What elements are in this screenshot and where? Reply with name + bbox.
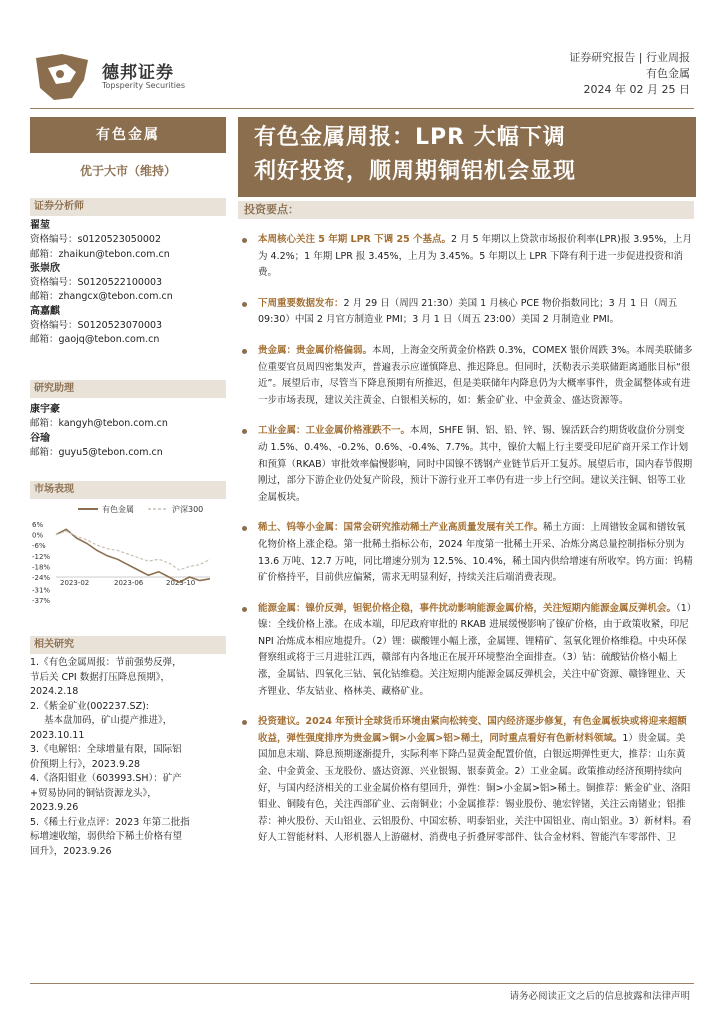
footer-divider [30, 983, 694, 984]
title-line-1: 有色金属周报：LPR 大幅下调 [254, 125, 566, 150]
header-meta [569, 50, 690, 98]
related-section-head: 相关研究 [30, 636, 226, 654]
key-point: 投资建议。2024 年预计全球货币环境由紧向松转变、国内经济逐步修复，有色金属板块或将迎来超额收益，弹性强度排序为贵金属>铜>小金属>铝>稀土，同时重点看好有色新材料领域。1）贵金属。美国加息末端、降息预期逐渐提升，实际利率下降凸显黄金配置价值，白银远期弹性更大，推荐：山东黄金、中金黄金、玉龙股份、盛达资源、兴业银锡、银泰黄金。2）工业金属。政策推动经济预期持续向好，与国内经济相关的工业金属价格有望回升，弹性：铜>小金属>铝>稀土。铜推荐：紫金矿业、洛阳钼业、铜陵有色，关注西部矿业、云南铜业；小金属推荐：锡业股份、驰宏锌锗，关注云南锗业；铝推荐：神火股份、天山铝业、云铝股份、中国宏桥、明泰铝业，关注中国铝业、南山铝业。3）新材料。看好人工智能材料、人形机器人上游磁材、消费电子折叠屏零部件、钛合金材料、智能汽车零部件、卫 [238, 714, 694, 847]
market-chart-svg [30, 500, 226, 610]
assistant-list [30, 403, 226, 460]
bullet-dot-icon [242, 429, 247, 434]
analyst-name: 高嘉麒 [30, 305, 60, 317]
x-tick-label: 2023-02 [60, 579, 90, 588]
analyst-email[interactable]: 邮箱：zhaikun@tebon.com.cn [30, 248, 170, 260]
analyst-email[interactable]: 邮箱：zhangcx@tebon.com.cn [30, 291, 173, 303]
title-line-2: 利好投资，顺周期铜铝机会显现 [254, 159, 577, 184]
report-type: 证券研究报告 | 行业周报 [569, 51, 690, 64]
assistant-section-head: 研究助理 [30, 380, 226, 398]
x-tick-label: 2023-06 [114, 579, 144, 588]
market-chart [30, 500, 226, 610]
related-item[interactable]: 2.《紫金矿业(002237.SZ): 基本盘加码，矿山提产推进》， 2023.10.11 [30, 700, 173, 741]
analyst-section-head: 证券分析师 [30, 198, 226, 216]
bullet-dot-icon [242, 526, 247, 531]
series-line-2 [56, 531, 210, 570]
logo-text-en: Topsperity Securities [102, 81, 186, 90]
rating-label: 优于大市（维持） [79, 164, 176, 178]
legend-series-2: 沪深300 [172, 505, 204, 514]
bullet-dot-icon [242, 607, 247, 612]
key-point: 本周核心关注 5 年期 LPR 下调 25 个基点。2 月 5 年期以上贷款市场报价利率(LPR)报 3.95%，上月为 4.2%；1 年期 LPR 报 3.45%，上月为 3.45%。5 年期以上 LPR 下降有利于进一步促进投资和消费。 [238, 232, 694, 282]
bullet-dot-icon [242, 720, 247, 725]
header-divider [30, 108, 694, 109]
y-tick-label: -31% [32, 586, 51, 595]
y-tick-label: -18% [32, 563, 51, 572]
related-item[interactable]: 1.《有色金属周报：节前强势反弹， 节后关 CPI 数据打压降息预期》， 2024.2.18 [30, 657, 182, 697]
industry-label: 有色金属 [646, 67, 690, 80]
industry-banner: 有色金属 [30, 117, 226, 153]
analyst-cert: 资格编号：S0120522100003 [30, 277, 163, 289]
key-point: 能源金属：镍价反弹，钽铌价格企稳，事件扰动影响能源金属价格，关注短期内能源金属反弹机会。（1）镍：全线价格上涨。在成本端，印尼政府审批的 RKAB 进展缓慢影响了镍矿价格，由于政策收紧，印尼 NPI 冶炼成本相应地提升。（2）锂：碳酸锂小幅上涨，金属锂、锂精矿、氢氧化锂价格维稳。中央环保督察组或将于三月进驻江西，赣部有内各地正在展开环境整治全面排查。（3）钴：硫酸钴价格小幅上涨，金属钴、四氧化三钴、氧化钴维稳。关注短期内能源金属反弹机会，关注中矿资源、赣锋锂业、天齐锂业、华友钴业、格林美、藏格矿业。 [238, 601, 694, 701]
analyst-email[interactable]: 邮箱：gaojq@tebon.com.cn [30, 334, 160, 346]
y-tick-label: -6% [32, 542, 46, 551]
analyst-cert: 资格编号：s0120523050002 [30, 234, 162, 246]
analyst-cert: 资格编号：S0120523070003 [30, 320, 163, 332]
key-points-list [238, 232, 694, 861]
legend-series-1: 有色金属 [102, 505, 134, 514]
related-list [30, 656, 226, 859]
logo-text-cn: 德邦证券 [102, 63, 174, 83]
report-title [238, 117, 696, 197]
y-tick-label: 0% [32, 531, 44, 540]
analyst-name: 翟堃 [30, 220, 50, 231]
footer-disclaimer[interactable]: 请务必阅读正文之后的信息披露和法律声明 [509, 991, 690, 1002]
key-point: 稀土、钨等小金属：国常会研究推动稀土产业高质量发展有关工作。稀土方面：上周镨钕金属和镨钕氧化物价格上涨企稳。第一批稀土指标公布，2024 年度第一批稀土开采、冶炼分离总量控制指标分别为 13.6 万吨、12.7 万吨，同比增速分别为 12.5%、10.4%，稀土国内供给增速有所收窄。钨方面：钨精矿价格持平，目前供应偏紧，需求无明显利好，持续关注后端消费表现。 [238, 520, 694, 586]
assistant-email[interactable]: 邮箱：kangyh@tebon.com.cn [30, 418, 168, 430]
assistant-name: 康宇豪 [30, 404, 60, 415]
related-item[interactable]: 3.《电解铝：全球增量有限，国际铝 价预期上行》，2023.9.28 [30, 744, 182, 770]
y-tick-label: 6% [32, 521, 44, 529]
x-tick-label: 2023-10 [166, 579, 196, 588]
y-tick-label: -24% [32, 574, 51, 583]
logo-mark [32, 52, 92, 102]
assistant-name: 谷瑜 [30, 432, 50, 444]
analyst-list [30, 219, 226, 348]
y-tick-label: -12% [32, 552, 51, 561]
bullet-dot-icon [242, 349, 247, 354]
bullet-dot-icon [242, 302, 247, 307]
key-point: 贵金属：贵金属价格偏弱。本周，上海金交所黄金价格跌 0.3%，COMEX 银价周跌 3%。本周美联储多位重要官员周四密集发声，普遍表示应谨慎降息、推迟降息。但同时，沃勒表示美联储距离通胀目标“很近”。展望后市，尽管当下降息预期有所推迟，但是美联储年内降息仍为大概率事件，贵金属整体或有进一步市场表现，建议关注黄金、白银相关标的，如：紫金矿业、中金黄金、盛达资源等。 [238, 343, 694, 409]
assistant-email[interactable]: 邮箱：guyu5@tebon.com.cn [30, 446, 163, 458]
key-points-head: 投资要点： [238, 201, 694, 219]
key-point: 工业金属：工业金属价格涨跌不一。本周，SHFE 铜、铝、铅、锌、锡、镍活跃合约期货收盘价分别变动 1.5%、0.4%、-0.2%、0.6%、-0.4%、7.7%。其中，镍价大幅上行主要受印尼矿商开采工作计划和预算（RKAB）审批效率偏慢影响，同时中国镍不锈钢产业链节后开工复苏。展望后市，国内春节假期刚过，部分下游企业仍处复产阶段，预计下游行业开工率仍有进一步上行空间。建议关注铜、铝等工业金属板块。 [238, 423, 694, 506]
analyst-name: 张崇欣 [30, 262, 60, 274]
report-date: 2024 年 02 月 25 日 [583, 83, 690, 96]
bullet-dot-icon [242, 238, 247, 243]
y-tick-label: -37% [32, 597, 51, 605]
market-section-head: 市场表现 [30, 481, 226, 499]
related-item[interactable]: 5.《稀土行业点评：2023 年第二批指 标增速收缩，弱供给下稀土价格有望 回升》，2023.9.26 [30, 816, 190, 857]
related-item[interactable]: 4.《洛阳钼业（603993.SH）：矿产 +贸易协同的铜钴资源龙头》， 2023.9.26 [30, 773, 182, 813]
key-point: 下周重要数据发布：2 月 29 日（周四 21:30）美国 1 月核心 PCE 物价指数同比；3 月 1 日（周五 09:30）中国 2 月官方制造业 PMI；3 月 1 日（周五 23:00）美国 2 月制造业 PMI。 [238, 296, 694, 329]
